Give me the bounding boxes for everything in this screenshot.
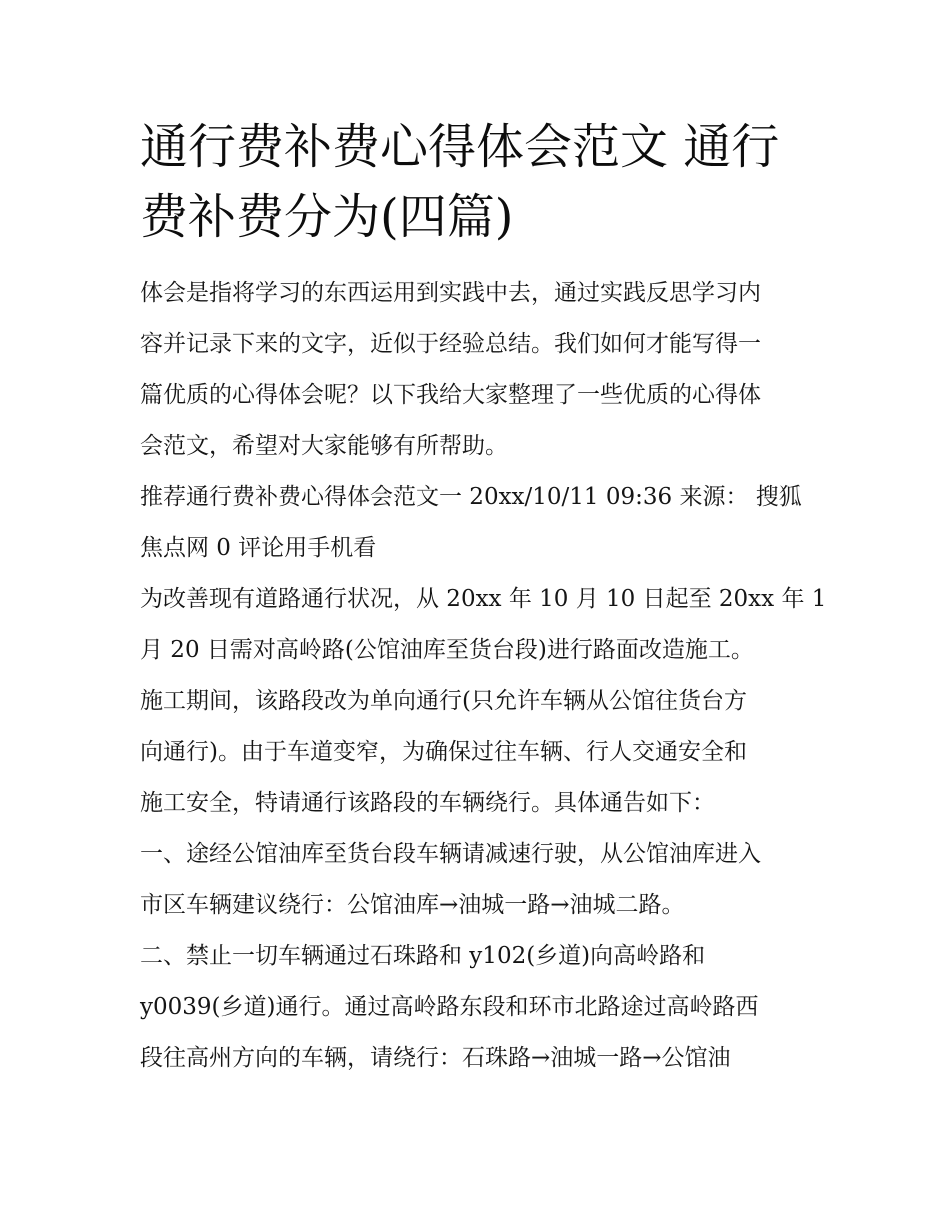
- text-line: 会范文，希望对大家能够有所帮助。: [140, 433, 508, 459]
- document-title: [140, 112, 812, 252]
- text-line: 容并记录下来的文字，近似于经验总结。我们如何才能写得一: [140, 331, 761, 357]
- text-line: y0039(乡道)通行。通过高岭路东段和环市北路途过高岭路西: [140, 994, 759, 1020]
- paragraph-notice: [140, 574, 827, 676]
- paragraph-construction: [140, 676, 812, 829]
- text-line: 为改善现有道路通行状况，从 20xx 年 10 月 10 日起至 20xx 年 1: [140, 586, 827, 612]
- text-line: 焦点网 0 评论用手机看: [140, 535, 377, 561]
- text-line: 市区车辆建议绕行：公馆油库→油城一路→油城二路。: [140, 892, 685, 918]
- title-line: 通行费补费心得体会范文 通行: [140, 119, 780, 175]
- paragraph-intro: [140, 268, 812, 472]
- text-line: 一、途经公馆油库至货台段车辆请减速行驶，从公馆油库进入: [140, 841, 761, 867]
- text-line: 施工期间，该路段改为单向通行(只允许车辆从公馆往货台方: [140, 688, 747, 714]
- paragraph-item-one: [140, 829, 812, 931]
- text-line: 体会是指将学习的东西运用到实践中去，通过实践反思学习内: [140, 280, 761, 306]
- text-line: 二、禁止一切车辆通过石珠路和 y102(乡道)向高岭路和: [140, 943, 706, 969]
- paragraph-item-two: [140, 931, 812, 1084]
- text-line: 向通行)。由于车道变窄，为确保过往车辆、行人交通安全和: [140, 739, 747, 765]
- text-line: 篇优质的心得体会呢？以下我给大家整理了一些优质的心得体: [140, 382, 761, 408]
- text-line: 推荐通行费补费心得体会范文一 20xx/10/11 09:36 来源： 搜狐: [140, 484, 802, 510]
- title-line: 费补费分为(四篇): [140, 189, 514, 245]
- paragraph-source: [140, 472, 812, 574]
- text-line: 月 20 日需对高岭路(公馆油库至货台段)进行路面改造施工。: [140, 637, 754, 663]
- document-body: [140, 112, 827, 1084]
- text-line: 施工安全，特请通行该路段的车辆绕行。具体通告如下：: [140, 790, 715, 816]
- text-line: 段往高州方向的车辆，请绕行：石珠路→油城一路→公馆油: [140, 1045, 731, 1071]
